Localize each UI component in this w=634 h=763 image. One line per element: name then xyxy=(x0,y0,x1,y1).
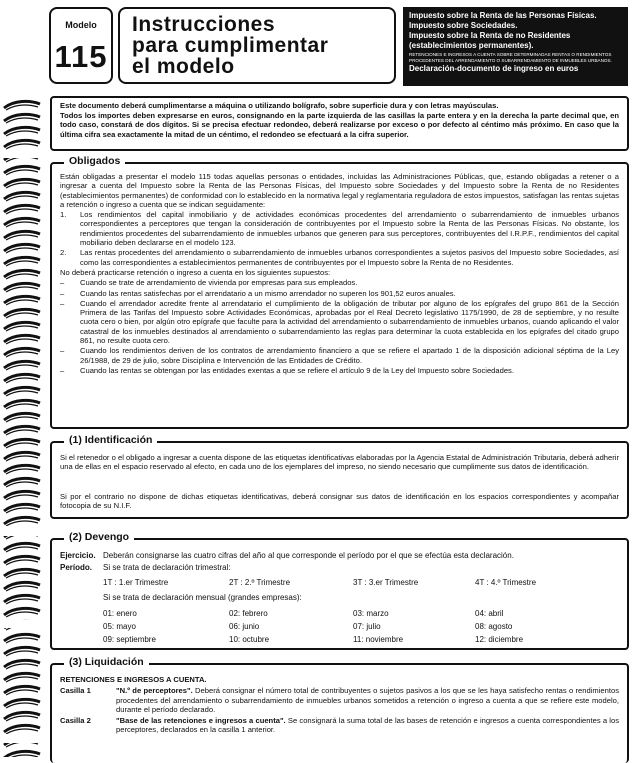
mes-item: 10: octubre xyxy=(229,635,270,644)
trimestre-item: 3T : 3.er Trimestre xyxy=(353,578,419,587)
mes-item: 07: julio xyxy=(353,622,381,631)
intro-paragraph-1: Este documento deberá cumplimentarse a máquina o utilizando bolígrafo, sobre superficie dura y con letras mayúsculas. xyxy=(60,101,499,110)
casilla-1-lead: "N.º de perceptores". xyxy=(116,686,193,696)
item-text: Cuando los rendimientos deriven de los contratos de arrendamiento financiero a que se refiere el apartado 1 de la disposición adicional séptima de la Ley 26/1988, de 29 de julio, sobre Disciplina e Intervención de las Entidades de Crédito. xyxy=(80,346,619,365)
item-text: Las rentas procedentes del arrendamiento o subarrendamiento de inmuebles urbanos correspondientes a sujetos pasivos del Impuesto sobre Sociedades, así como las correspondientes a establecimientos permanentes de contribuyentes por el Impuesto sobre la Renta de no Residentes. xyxy=(80,248,619,267)
modelo-number: 115 xyxy=(54,39,108,74)
ejercicio-label: Ejercicio. xyxy=(60,551,96,560)
dash-marker: – xyxy=(60,288,65,298)
dash-marker: – xyxy=(60,346,65,356)
liquidacion-subtitle: RETENCIONES E INGRESOS A CUENTA. xyxy=(60,675,207,684)
periodo-label: Período. xyxy=(60,563,93,572)
modelo-label: Modelo xyxy=(65,20,97,30)
mes-item: 05: mayo xyxy=(103,622,136,631)
mes-item: 12: diciembre xyxy=(475,635,524,644)
mes-item: 01: enero xyxy=(103,609,137,618)
item-number: 1. xyxy=(60,210,67,220)
trimestre-item: 4T : 4.º Trimestre xyxy=(475,578,537,587)
casilla-2-label: Casilla 2 xyxy=(60,716,91,726)
dash-marker: – xyxy=(60,365,65,375)
title-line-3: el modelo xyxy=(132,55,235,78)
obligados-intro: Están obligadas a presentar el modelo 115 todas aquellas personas o entidades, incluidas las Administraciones Públicas, que, estando obligadas a retener o a ingresar a cuenta del Impuesto sobre la Renta de las Personas Físicas, del Impuesto sobre Sociedades y del Impuesto sobre la Renta de no Residentes (establecimientos permanentes) de conformidad con lo establecido en la normativa legal y reglamentaria reguladora de estos impuestos, satisfagan las rentas sujetas a retención o ingreso a cuenta que se indican seguidamente: xyxy=(60,172,619,209)
mensual-text: Si se trata de declaración mensual (grandes empresas): xyxy=(103,593,302,602)
modelo-box xyxy=(49,7,113,84)
mes-item: 02: febrero xyxy=(229,609,268,618)
casilla-2-lead: "Base de las retenciones e ingresos a cuenta". xyxy=(116,716,286,726)
obligados-section xyxy=(50,162,629,429)
item-text: Los rendimientos del capital inmobiliario y de actividades económicas procedentes del arrendamiento o subarrendamiento de inmuebles urbanos correspondientes a perceptores que tengan la consideración de contribuyentes por el Impuesto sobre la Renta de las Personas Físicas. No obstante, los rendimientos procedentes del subarrendamiento de inmuebles urbanos que generen para sus perceptores, contribuyentes del I.R.P.F., rendimientos del capital mobiliario deben declararse en el modelo 123. xyxy=(80,210,619,248)
exclusion-item xyxy=(60,289,619,298)
title-line-1: Instrucciones xyxy=(132,13,276,36)
tax-line-no-residentes: Impuesto sobre la Renta de no Residentes (establecimientos permanentes). xyxy=(409,31,571,50)
trimestre-item: 1T : 1.er Trimestre xyxy=(103,578,169,587)
casilla-1-desc xyxy=(116,686,619,714)
identificacion-title: (1) Identificación xyxy=(64,434,157,446)
item-number: 2. xyxy=(60,248,67,258)
exclusion-item xyxy=(60,278,619,287)
item-text: Cuando las rentas satisfechas por el arrendatario a un mismo arrendador no superen los 901,52 euros anuales. xyxy=(80,288,456,298)
identificacion-paragraph-2: Si por el contrario no dispone de dichas etiquetas identificativas, deberá consignar sus datos de identificación en los espacios correspondientes y acompañar fotocopia de su N.I.F. xyxy=(60,492,619,511)
trimestre-item: 2T : 2.º Trimestre xyxy=(229,578,291,587)
ejercicio-text: Deberán consignarse las cuatro cifras del año al que corresponde el período por el que se efectúa esta declaración. xyxy=(103,551,514,560)
item-text: Cuando las rentas se obtengan por las entidades exentas a que se refiere el artículo 9 de la Ley del Impuesto sobre Sociedades. xyxy=(80,365,514,375)
title-box xyxy=(118,7,396,84)
mes-item: 03: marzo xyxy=(353,609,389,618)
obligados-title: Obligados xyxy=(64,155,125,167)
liquidacion-section xyxy=(50,663,629,763)
intro-paragraph-2: Todos los importes deben expresarse en euros, consignando en la parte izquierda de las casillas la parte entera y en la derecha la parte decimal que, en todo caso, constará de dos dígitos. Si se precisa efectuar redondeo, deberá realizarse por exceso o por defecto al céntimo más próximo. En caso que la última cifra sea exactamente la mitad de un céntimo, el redondeo se efectuará a la cifra superior. xyxy=(60,111,619,139)
obligados-content xyxy=(60,172,619,375)
trimestral-text: Si se trata de declaración trimestral: xyxy=(103,563,231,572)
casilla-1-label: Casilla 1 xyxy=(60,686,91,696)
tax-line-declaracion: Declaración-documento de ingreso en euros xyxy=(409,64,579,73)
liquidacion-content xyxy=(60,675,619,735)
devengo-section xyxy=(50,538,629,650)
dash-marker: – xyxy=(60,298,65,308)
mes-item: 04: abril xyxy=(475,609,504,618)
tax-line-irpf: Impuesto sobre la Renta de las Personas Físicas. xyxy=(409,11,597,20)
casilla-2-row xyxy=(60,716,619,735)
tax-line-retenciones: RETENCIONES E INGRESOS A CUENTA SOBRE DETERMINADAS RENTAS O RENDIMIENTOS PROCEDENTES DEL ARRENDAMIENTO O SUBARRENDAMIENTO DE INMUEBLES URBANOS. xyxy=(409,52,612,63)
spiral-binding-graphic xyxy=(0,98,44,757)
item-text: Cuando el arrendador acredite frente al arrendatario el cumplimiento de la obligación de tributar por alguno de los epígrafes del grupo 861 de la Sección Primera de las Tarifas del Impuesto sobre Actividades Económicas, aprobadas por el Real Decreto legislativo 1175/1990, de 28 de septiembre, y no resulte cuota cero o bien, por algún otro epígrafe que faculte para la actividad del arrendamiento o subarrendamiento de inmuebles urbanos, cuando aplicando el valor catastral de los inmuebles destinados al arrendamiento o subarrendamiento las reglas para determinar la cuota establecida en los epígrafes del citado grupo 861, no resulte cuota cero. xyxy=(80,298,619,346)
obligados-item-1 xyxy=(60,210,619,247)
mes-item: 09: septiembre xyxy=(103,635,156,644)
meses-grid xyxy=(103,607,619,646)
casilla-1-text: Deberá consignar el número total de contribuyentes o sujetos pasivos a los que se les haya satisfecho rentas o rendimientos procedentes del arrendamiento o subarrendamiento de inmuebles urbanos sometidos a retención o ingreso a cuenta a que se refiere este modelo, durante el período declarado. xyxy=(116,686,619,714)
obligados-item-2 xyxy=(60,248,619,267)
item-text: Cuando se trate de arrendamiento de vivienda por empresas para sus empleados. xyxy=(80,278,358,288)
dash-marker: – xyxy=(60,278,65,288)
ejercicio-row xyxy=(60,550,619,562)
intro-box xyxy=(50,96,629,151)
identificacion-paragraph-1: Si el retenedor o el obligado a ingresar a cuenta dispone de las etiquetas identificativas elaboradas por la Agencia Estatal de Administración Tributaria, deberá adherir una de ellas en el espacio reservado al efecto, en cada uno de los ejemplares del impreso, no siendo necesario que cumplimente sus datos de identificación. xyxy=(60,453,619,472)
mes-item: 11: noviembre xyxy=(353,635,404,644)
page-title xyxy=(132,14,328,77)
exclusion-item xyxy=(60,346,619,365)
mes-item: 08: agosto xyxy=(475,622,513,631)
tax-list-box xyxy=(403,7,628,86)
identificacion-section xyxy=(50,441,629,519)
exclusion-item xyxy=(60,299,619,345)
casilla-2-text: Se consignará la suma total de las bases de retención e ingresos a cuenta correspondientes a los perceptores, declarados en la casilla 1 anterior. xyxy=(116,716,620,735)
exclusion-item xyxy=(60,366,619,375)
tax-line-sociedades: Impuesto sobre Sociedades. xyxy=(409,21,518,30)
trimestres-grid xyxy=(103,577,619,589)
casilla-1-row xyxy=(60,686,619,714)
devengo-content xyxy=(60,550,619,646)
exclusions-intro: No deberá practicarse retención o ingreso a cuenta en los siguientes supuestos: xyxy=(60,267,331,277)
title-line-2: para cumplimentar xyxy=(132,34,329,57)
casilla-2-desc xyxy=(116,716,619,735)
liquidacion-title: (3) Liquidación xyxy=(64,656,149,668)
mes-item: 06: junio xyxy=(229,622,260,631)
devengo-title: (2) Devengo xyxy=(64,531,134,543)
periodo-row xyxy=(60,562,619,574)
